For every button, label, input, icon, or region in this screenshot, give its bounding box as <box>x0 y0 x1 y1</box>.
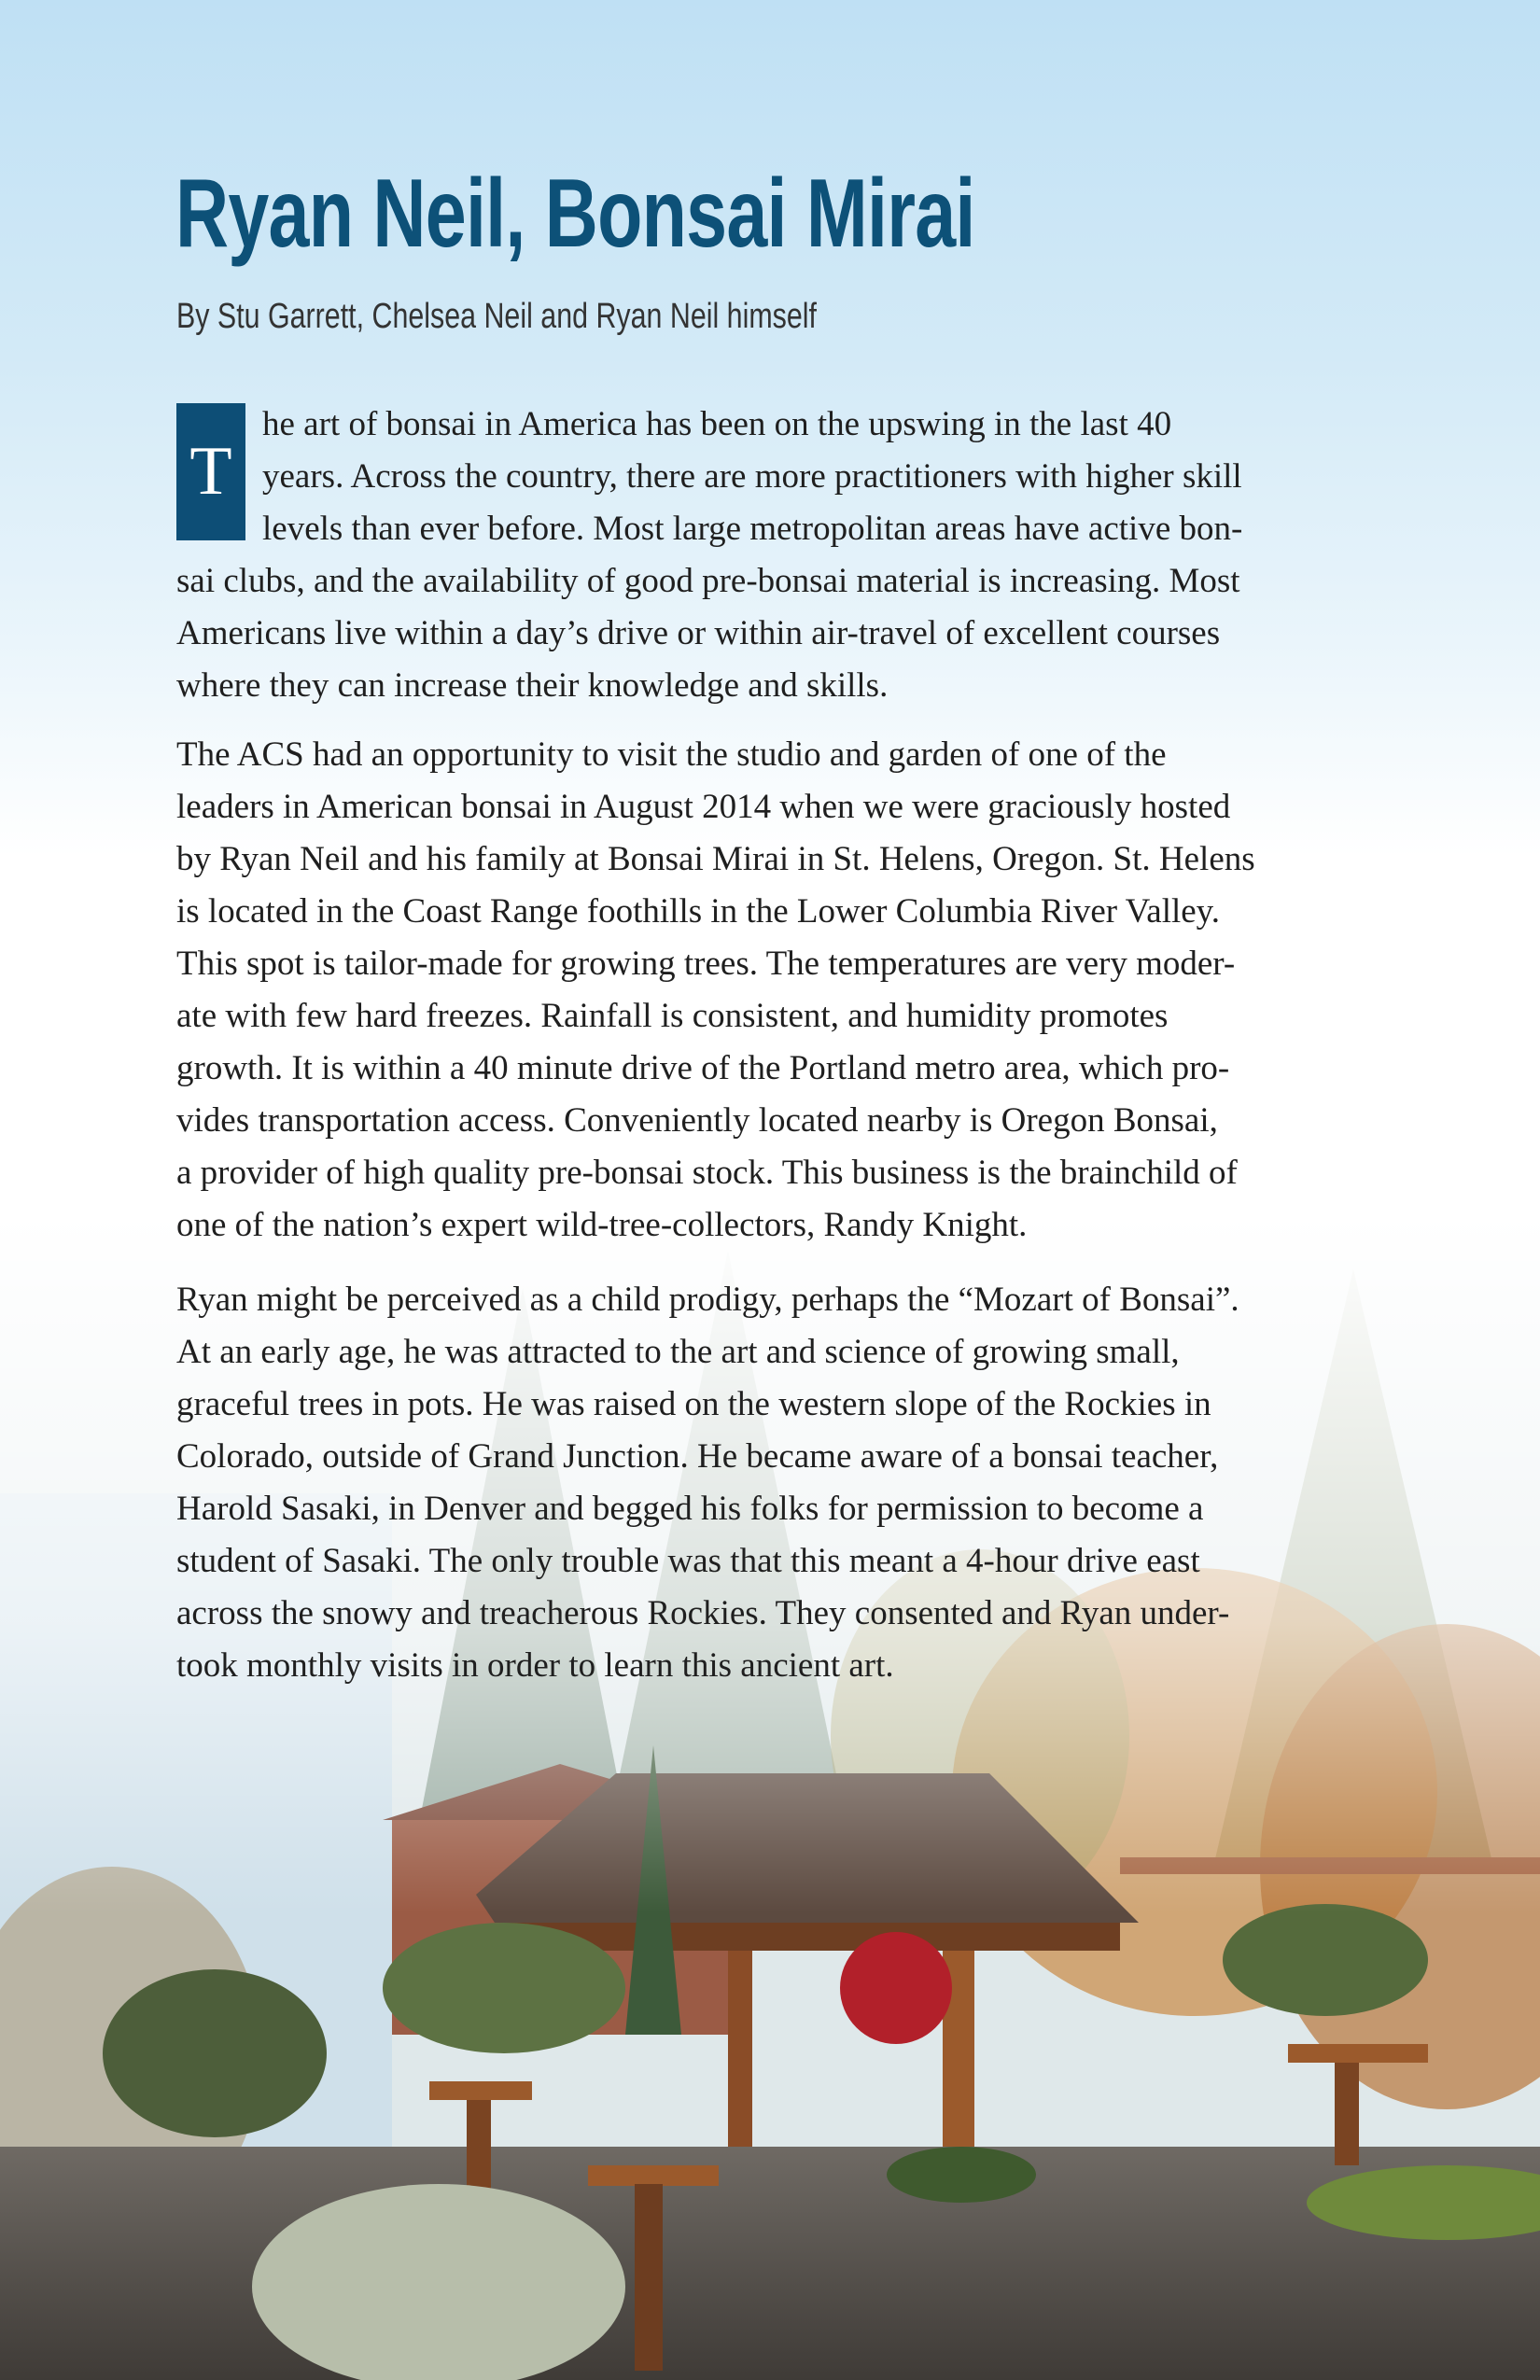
paragraph-2 <box>176 729 1255 1252</box>
text-line: The ACS had an opportunity to visit the studio and garden of one of the <box>176 735 1167 774</box>
text-line: sai clubs, and the availability of good pre-bonsai material is increasing. Most <box>176 562 1240 600</box>
article-byline: By Stu Garrett, Chelsea Neil and Ryan Neil himself <box>176 297 817 336</box>
text-line: Ryan might be perceived as a child prodigy, perhaps the “Mozart of Bonsai”. <box>176 1281 1239 1319</box>
text-line: is located in the Coast Range foothills in the Lower Columbia River Valley. <box>176 892 1221 931</box>
text-line: student of Sasaki. The only trouble was that this meant a 4-hour drive east <box>176 1542 1200 1580</box>
text-line: Colorado, outside of Grand Junction. He became aware of a bonsai teacher, <box>176 1437 1219 1476</box>
text-line: graceful trees in pots. He was raised on the western slope of the Rockies in <box>176 1385 1211 1423</box>
text-line: leaders in American bonsai in August 2014 when we were graciously hosted <box>176 788 1231 826</box>
text-line: years. Across the country, there are more practitioners with higher skill <box>262 457 1242 496</box>
text-line: one of the nation’s expert wild-tree-collectors, Randy Knight. <box>176 1206 1028 1244</box>
paragraph-3 <box>176 1274 1239 1692</box>
text-line: took monthly visits in order to learn this ancient art. <box>176 1646 894 1685</box>
text-line: growth. It is within a 40 minute drive of the Portland metro area, which pro- <box>176 1049 1230 1087</box>
text-line: he art of bonsai in America has been on the upswing in the last 40 <box>262 405 1172 443</box>
text-line: Harold Sasaki, in Denver and begged his folks for permission to become a <box>176 1490 1204 1528</box>
text-line: This spot is tailor-made for growing trees. The temperatures are very moder- <box>176 945 1236 983</box>
drop-cap: T <box>176 403 245 540</box>
text-line: by Ryan Neil and his family at Bonsai Mirai in St. Helens, Oregon. St. Helens <box>176 840 1255 878</box>
article-title: Ryan Neil, Bonsai Mirai <box>175 160 975 268</box>
text-line: a provider of high quality pre-bonsai stock. This business is the brainchild of <box>176 1154 1238 1192</box>
text-line: Americans live within a day’s drive or within air-travel of excellent courses <box>176 614 1221 652</box>
text-line: across the snowy and treacherous Rockies. They consented and Ryan under- <box>176 1594 1230 1632</box>
text-line: ate with few hard freezes. Rainfall is consistent, and humidity promotes <box>176 997 1169 1035</box>
text-line: where they can increase their knowledge and skills. <box>176 666 889 705</box>
text-line: levels than ever before. Most large metropolitan areas have active bon- <box>262 510 1243 548</box>
text-line: At an early age, he was attracted to the art and science of growing small, <box>176 1333 1180 1371</box>
paragraph-1 <box>176 399 1242 712</box>
text-line: vides transportation access. Conveniently located nearby is Oregon Bonsai, <box>176 1101 1218 1140</box>
